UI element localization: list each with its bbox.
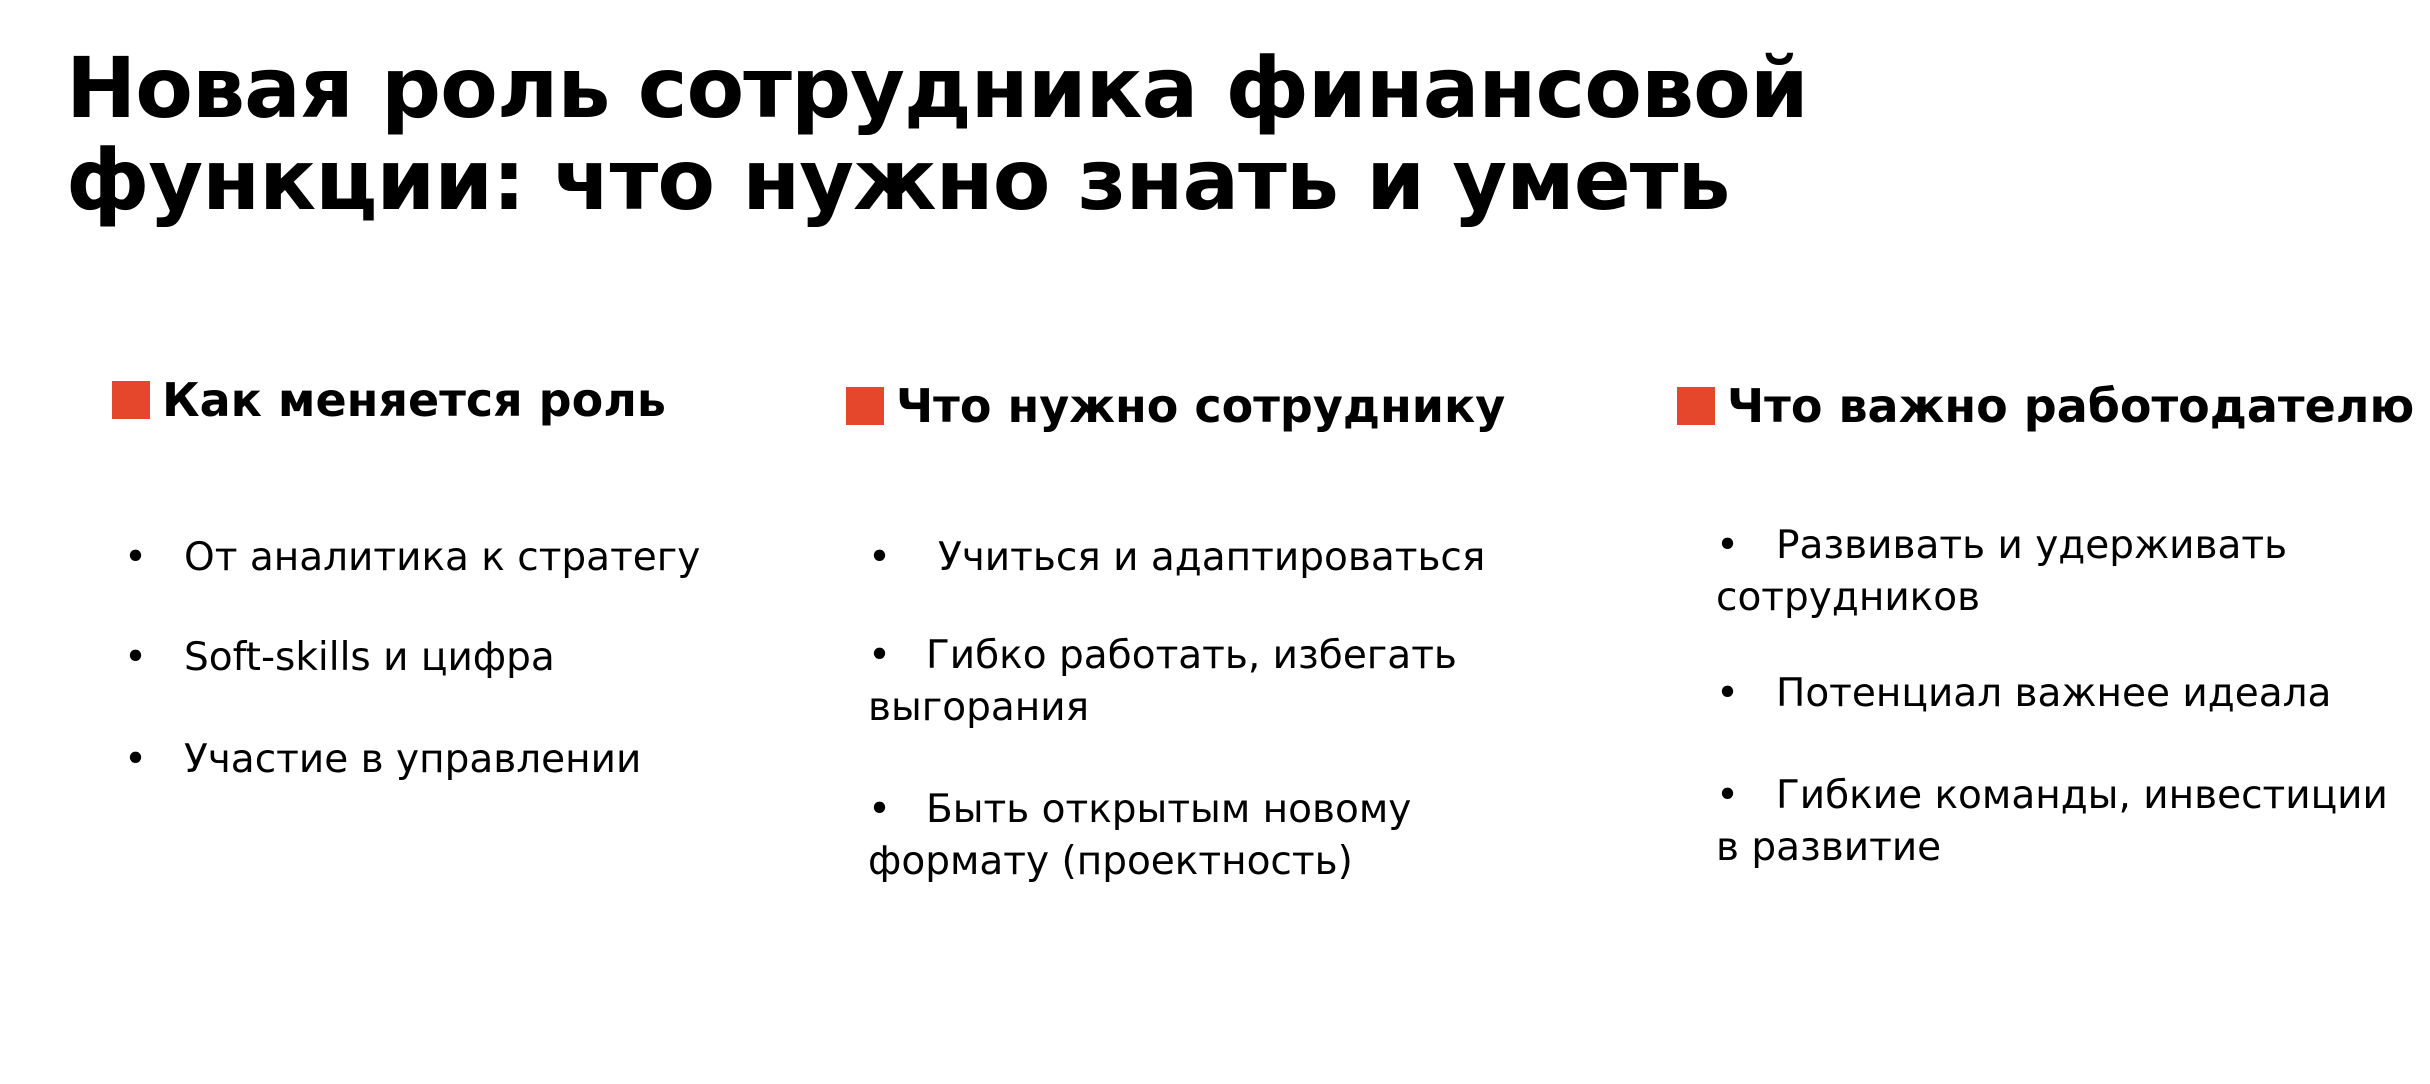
column-header-employer-priorities <box>1677 378 2414 434</box>
list-item-text: От аналитика к стратегу <box>184 535 701 580</box>
list-item-text: Потенциал важнее идеала <box>1776 671 2332 716</box>
slide-title-line-1: Новая роль сотрудника финансовой <box>66 39 1808 137</box>
list-item-text: Быть открытым новому формату (проектность) <box>868 787 1412 884</box>
list-item <box>1716 520 2336 624</box>
red-square-marker-icon <box>1677 387 1715 425</box>
column-header-role-change <box>112 372 666 428</box>
column-title: Что важно работодателю <box>1727 379 2415 433</box>
slide-title-line-2: функции: что нужно знать и уметь <box>66 131 1730 229</box>
bullet-icon: • <box>1716 671 1740 716</box>
bullet-icon: • <box>1716 773 1740 818</box>
red-square-marker-icon <box>846 387 884 425</box>
list-item <box>868 532 1528 584</box>
bullet-icon: • <box>868 787 892 832</box>
list-item <box>124 734 804 786</box>
bullet-icon: • <box>868 535 892 580</box>
slide-title <box>66 39 1966 229</box>
list-item-text: Учиться и адаптироваться <box>938 535 1486 580</box>
column-title: Что нужно сотруднику <box>896 379 1506 433</box>
bullet-icon: • <box>1716 523 1740 568</box>
bullet-icon: • <box>124 535 148 580</box>
bullet-icon: • <box>124 635 148 680</box>
list-item <box>124 632 804 684</box>
list-item-text: Soft-skills и цифра <box>184 635 555 680</box>
list-item <box>868 630 1468 734</box>
list-item-text: Гибко работать, избегать выгорания <box>868 633 1457 730</box>
list-item <box>868 784 1468 888</box>
bullet-icon: • <box>124 737 148 782</box>
list-item-text: Гибкие команды, инвестиции в развитие <box>1716 773 2388 870</box>
list-item <box>1716 668 2396 720</box>
column-header-employee-needs <box>846 378 1505 434</box>
list-item <box>1716 770 2406 874</box>
red-square-marker-icon <box>112 381 150 419</box>
list-item <box>124 532 804 584</box>
column-title: Как меняется роль <box>162 373 666 427</box>
list-item-text: Участие в управлении <box>184 737 642 782</box>
bullet-icon: • <box>868 633 892 678</box>
list-item-text: Развивать и удерживать сотрудников <box>1716 523 2288 620</box>
